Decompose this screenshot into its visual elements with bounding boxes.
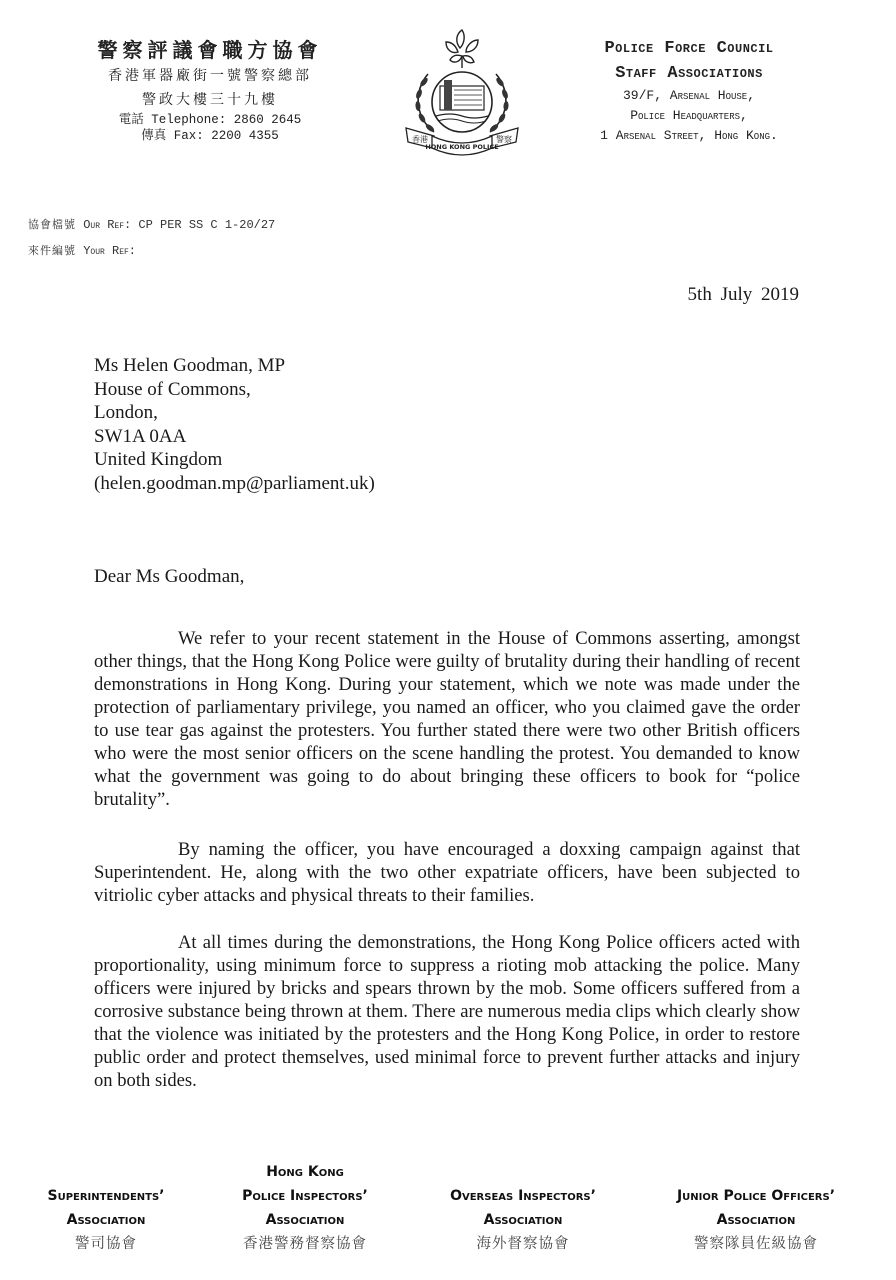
paragraph-1 [94,627,800,811]
telephone: 電話 Telephone: 2860 2645 [118,113,302,127]
your-ref [28,238,275,264]
association-name-chinese: 海外督察協會 [476,1236,570,1252]
association-superintendents [26,1184,186,1256]
org-name-line2: Staff Associations [615,64,763,83]
association-name-line1: Police Inspectors’ [242,1188,368,1204]
our-ref [28,212,275,238]
org-name-chinese: 警察評議會職方協會 [97,38,323,62]
salutation: Dear Ms Goodman, [94,566,245,587]
org-name-line1: Police Force Council [604,39,774,58]
paragraph-3-text: At all times during the demonstrations, the Hong Kong Police officers acted with proportionality, using minimum force to suppress a rioting mob attacking the police. Many officers were injured by bricks and spears thrown by the mob. Some officers suffered from a corrosive substance being thrown at them. There are numerous media clips which clearly show that the violence was initiated by the protesters and the Hong Kong Police, in order to restore public order and protect themselves, used minimal force to prevent further attacks and injury on both sides. [94,932,800,1091]
recipient-postcode: SW1A 0AA [94,425,187,447]
your-ref-label: Your Ref: [83,244,137,258]
recipient-line2: London, [94,402,158,423]
association-name-line2: Association [716,1212,796,1228]
association-hk-police-inspectors [210,1160,400,1256]
recipient-country: United Kingdom [94,449,223,470]
address-line3: 1 Arsenal Street, Hong Kong. [600,128,778,143]
address-chinese-line1: 香港軍器廠街一號警察總部 [108,68,312,84]
association-junior-police-officers [648,1184,864,1256]
letterhead-chinese [60,36,360,144]
paragraph-3 [94,931,800,1092]
association-name-line1: Junior Police Officers’ [676,1188,836,1204]
association-name-chinese: 香港警務督察協會 [243,1236,367,1252]
letter-date: 5th July 2019 [687,284,799,305]
fax: 傳真 Fax: 2200 4355 [141,129,279,143]
hong-kong-police-crest-icon [400,24,524,156]
our-ref-label: Our Ref: [83,218,132,232]
your-ref-chinese-label: 來件編號 [28,244,76,257]
address-line1: 39/F, Arsenal House, [622,88,756,103]
association-name-chinese: 警司協會 [75,1236,137,1252]
our-ref-chinese-label: 協會檔號 [28,218,76,231]
association-name-chinese: 警察隊員佐級協會 [694,1236,818,1252]
association-name-line2: Association [66,1212,146,1228]
our-ref-value: CP PER SS C 1-20/27 [138,218,276,232]
svg-text:香港: 香港 [412,135,428,144]
address-line2: Police Headquarters, [630,108,748,123]
svg-text:警察: 警察 [496,135,512,144]
recipient-email: (helen.goodman.mp@parliament.uk) [94,472,375,494]
association-name-line2: Association [265,1212,345,1228]
references [28,212,275,264]
paragraph-2-text: By naming the officer, you have encouraged a doxxing campaign against that Superintendent. He, along with the two other expatriate officers, have been subjected to vitriolic cyber attacks and physical threats to their families. [94,839,800,906]
association-name-line1: Superintendents’ [47,1188,165,1204]
letterhead-english [572,36,806,146]
paragraph-2 [94,838,800,907]
recipient-address [94,354,375,495]
association-overseas-inspectors [428,1184,618,1256]
recipient-name: Ms Helen Goodman, MP [94,355,286,376]
association-name-line0: Hong Kong [266,1164,344,1180]
paragraph-1-text: We refer to your recent statement in the House of Commons asserting, amongst other things, that the Hong Kong Police were guilty of brutality during their handling of recent demonstrations in Hong Kong. During your statement, which we note was made under the protection of parliamentary privilege, you named an officer, who you claimed gave the order to use tear gas against the protesters. You further stated there were two other British officers who were the most senior officers on the scene handling the protest. You demanded to know what the government was going to do about bringing these officers to book for “police brutality”. [94,628,800,810]
association-name-line2: Association [483,1212,563,1228]
association-name-line1: Overseas Inspectors’ [450,1188,596,1204]
svg-text:HONG KONG POLICE: HONG KONG POLICE [425,143,499,151]
address-chinese-line2: 警政大樓三十九樓 [142,92,278,108]
recipient-line1: House of Commons, [94,378,251,400]
